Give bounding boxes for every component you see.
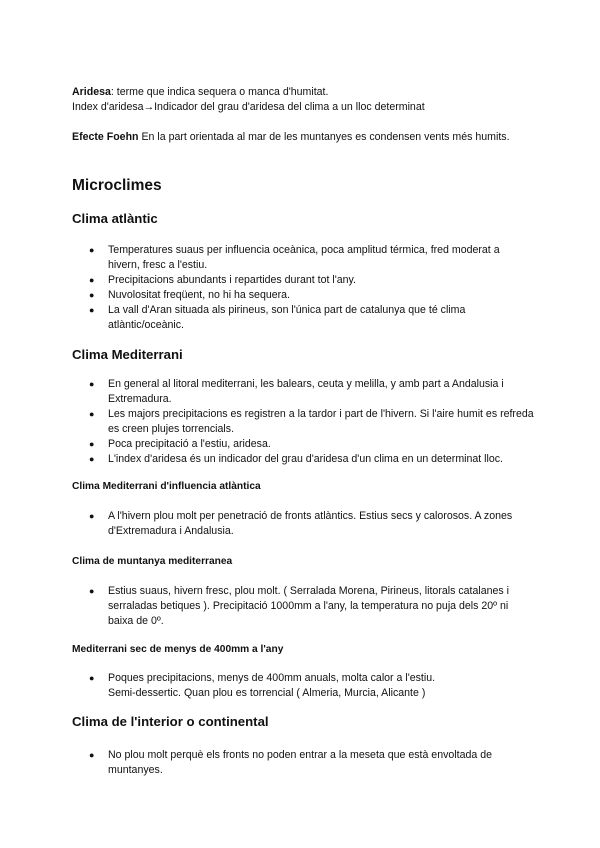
- aridesa-line: [72, 85, 534, 100]
- list-item-text: Precipitacions abundants i repartides durant tot l'any.: [108, 274, 356, 286]
- list-item-continuation: [72, 686, 534, 701]
- muntanya-heading-block: [72, 555, 534, 568]
- list-item-text: L'index d'aridesa és un indicador del grau d'aridesa d'un clima en un determinat lloc.: [108, 453, 503, 465]
- list-item-text: No plou molt perquè els fronts no poden entrar a la meseta que està envoltada de muntanyes.: [108, 749, 492, 776]
- atlantic-title: Clima atlàntic: [72, 211, 158, 226]
- list-item-text: En general al litoral mediterrani, les balears, ceuta y melilla, y amb part a Andalusia i Extremadura.: [108, 378, 504, 405]
- mediterrani-list: [72, 377, 534, 467]
- list-item: [72, 584, 534, 629]
- sec-heading-block: [72, 643, 534, 656]
- sec-title: Mediterrani sec de menys de 400mm a l'any: [72, 644, 284, 655]
- continental-list-block: [72, 748, 534, 778]
- sec-list: [72, 671, 534, 701]
- med-atlantica-list-block: [72, 509, 534, 539]
- foehn-paragraph: [72, 130, 534, 145]
- bullet-icon: ●: [89, 245, 95, 255]
- list-item: [72, 509, 534, 539]
- mediterrani-heading-block: [72, 347, 534, 363]
- list-item-text: Semi-dessertic. Quan plou es torrencial ( Almeria, Murcia, Alicante ): [108, 687, 426, 699]
- continental-title: Clima de l'interior o continental: [72, 714, 269, 729]
- aridesa-index-line: Index d'aridesa→Indicador del grau d'aridesa del clima a un lloc determinat: [72, 101, 425, 113]
- atlantic-list-block: [72, 243, 534, 333]
- list-item-text: Nuvolositat freqüent, no hi ha sequera.: [108, 289, 290, 301]
- list-item: [72, 377, 534, 407]
- bullet-icon: ●: [89, 379, 95, 389]
- list-item-text: Temperatures suaus per influencia oceànica, poca amplitud térmica, fred moderat a hivern, fresc a l'estiu.: [108, 244, 500, 271]
- bullet-icon: ●: [89, 409, 95, 419]
- bullet-icon: ●: [89, 275, 95, 285]
- list-item-text: Estius suaus, hivern fresc, plou molt. ( Serralada Morena, Pirineus, litorals catalanes i serraladas betiques ). Precipitació 1000mm a l'any, la temperatura no puja dels 20º ni baixa de 0º.: [108, 585, 509, 627]
- list-item: [72, 437, 534, 452]
- muntanya-list: [72, 584, 534, 629]
- list-item: [72, 407, 534, 437]
- sec-list-block: [72, 671, 534, 701]
- list-item-text: A l'hivern plou molt per penetració de fronts atlàntics. Estius secs y calorosos. A zones d'Extremadura i Andalusia.: [108, 510, 513, 537]
- aridesa-term: Aridesa: [72, 86, 111, 98]
- list-item: [72, 288, 534, 303]
- muntanya-title: Clima de muntanya mediterranea: [72, 556, 233, 567]
- atlantic-heading-block: [72, 211, 534, 227]
- microclimes-title: Microclimes: [72, 177, 162, 194]
- bullet-icon: ●: [89, 586, 95, 596]
- list-item: [72, 671, 534, 686]
- bullet-icon: ●: [89, 454, 95, 464]
- microclimes-heading-block: [72, 177, 534, 195]
- bullet-icon: ●: [89, 511, 95, 521]
- bullet-icon: ●: [89, 673, 95, 683]
- foehn-definition: [72, 130, 534, 145]
- atlantic-list: [72, 243, 534, 333]
- med-atlantica-title: Clima Mediterrani d'influencia atlàntica: [72, 481, 261, 492]
- med-atlantica-heading-block: [72, 480, 534, 493]
- list-item-text: Les majors precipitacions es registren a la tardor i part de l'hivern. Si l'aire humit es refreda es creen plujes torrencials.: [108, 408, 534, 435]
- foehn-text: En la part orientada al mar de les muntanyes es condensen vents més humits.: [138, 131, 510, 143]
- bullet-icon: ●: [89, 290, 95, 300]
- bullet-icon: ●: [89, 750, 95, 760]
- continental-list: [72, 748, 534, 778]
- mediterrani-list-block: [72, 377, 534, 467]
- list-item: [72, 303, 534, 333]
- list-item: [72, 243, 534, 273]
- list-item: [72, 273, 534, 288]
- bullet-icon: ●: [89, 305, 95, 315]
- muntanya-list-block: [72, 584, 534, 629]
- list-item: [72, 748, 534, 778]
- foehn-term: Efecte Foehn: [72, 131, 139, 143]
- list-item-text: Poca precipitació a l'estiu, aridesa.: [108, 438, 271, 450]
- list-item: [72, 452, 534, 467]
- mediterrani-title: Clima Mediterrani: [72, 347, 183, 362]
- list-item-text: Poques precipitacions, menys de 400mm anuals, molta calor a l'estiu.: [108, 672, 436, 684]
- bullet-icon: ●: [89, 439, 95, 449]
- list-item-text: La vall d'Aran situada als pirineus, son l'única part de catalunya que té clima atlàntic/oceànic.: [108, 304, 466, 331]
- med-atlantica-list: [72, 509, 534, 539]
- aridesa-text: : terme que indica sequera o manca d'humitat.: [110, 86, 329, 98]
- aridesa-definition: [72, 85, 534, 115]
- continental-heading-block: [72, 714, 534, 730]
